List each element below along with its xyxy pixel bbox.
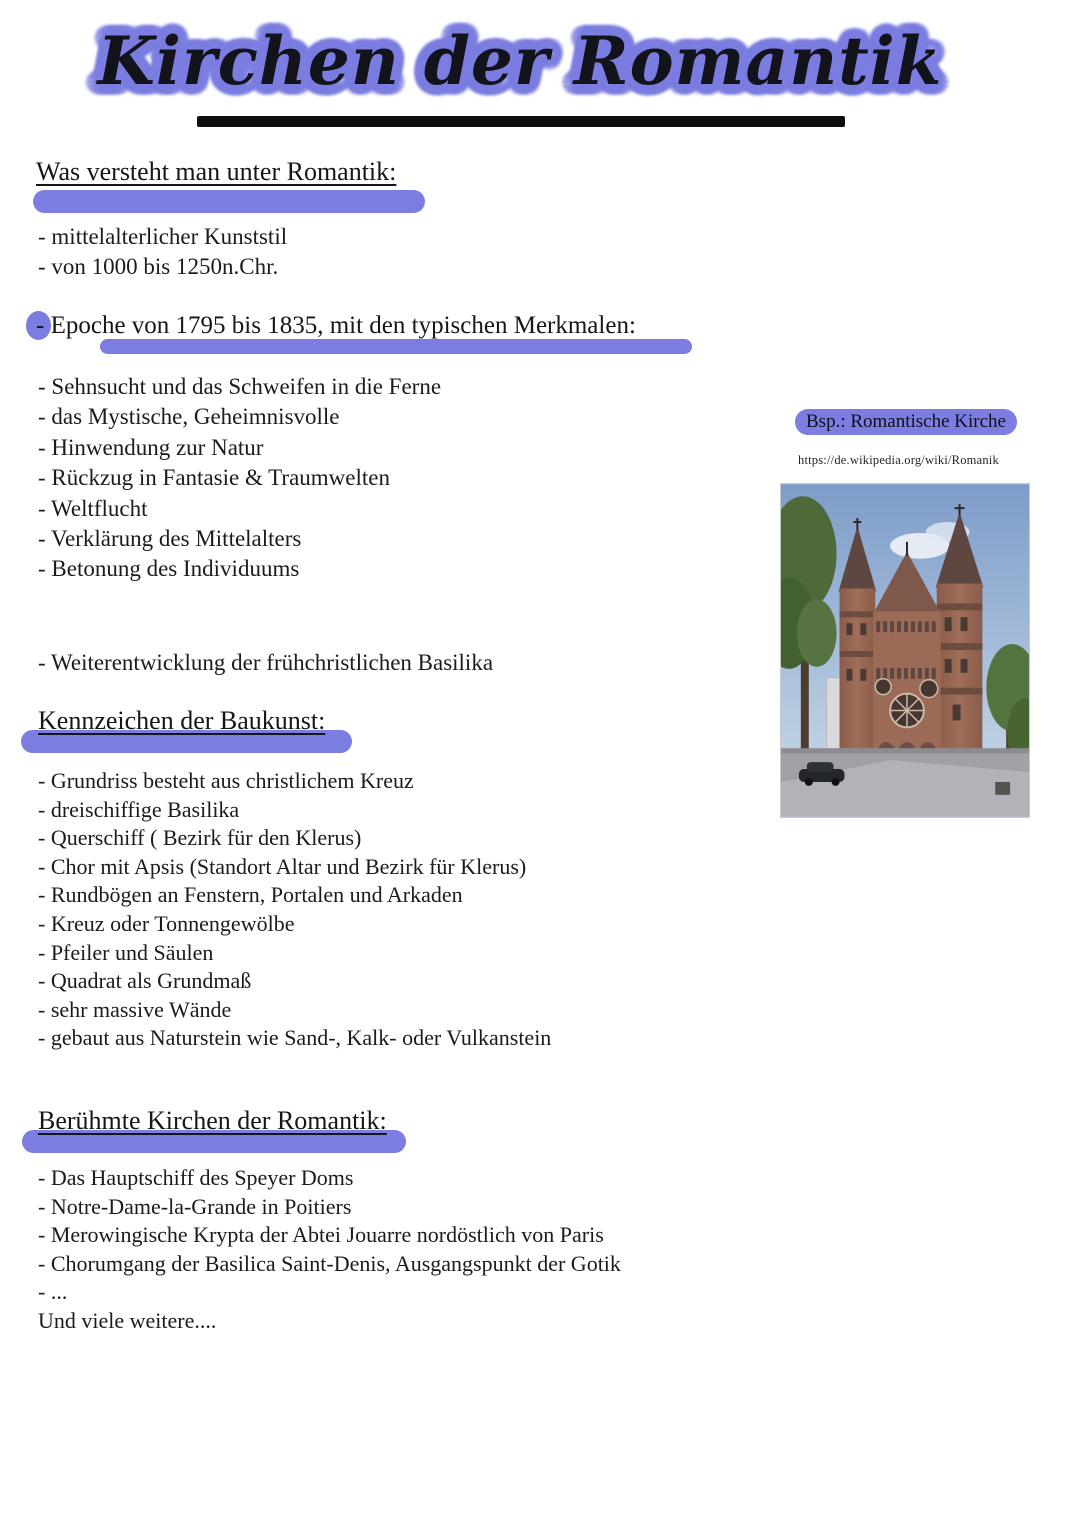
list-item: - dreischiffige Basilika bbox=[38, 796, 240, 822]
list-item: - Merowingische Krypta der Abtei Jouarre nordöstlich von Paris bbox=[38, 1222, 604, 1248]
list-item: - das Mystische, Geheimnisvolle bbox=[38, 404, 340, 430]
list-item: - sehr massive Wände bbox=[38, 996, 232, 1022]
list-item: - Chor mit Apsis (Standort Altar und Bezirk für Klerus) bbox=[38, 853, 527, 879]
list-item: - Pfeiler und Säulen bbox=[38, 939, 214, 965]
list-item: - Verklärung des Mittelalters bbox=[38, 526, 302, 552]
highlight-bar bbox=[33, 190, 425, 213]
list-item: - gebaut aus Naturstein wie Sand-, Kalk- oder Vulkanstein bbox=[38, 1025, 552, 1051]
church-photo bbox=[780, 483, 1030, 818]
stone-block bbox=[995, 782, 1010, 795]
beruehmte-list bbox=[38, 1164, 621, 1336]
baukunst-list bbox=[38, 767, 551, 1053]
romantik-list bbox=[38, 222, 287, 283]
title-block bbox=[97, 0, 943, 122]
list-item: - Weltflucht bbox=[38, 495, 148, 521]
title-underline-rule bbox=[197, 116, 845, 127]
heading-baukunst: Kennzeichen der Baukunst: bbox=[38, 706, 326, 735]
list-item: - Das Hauptschiff des Speyer Doms bbox=[38, 1165, 354, 1190]
list-item: - Quadrat als Grundmaß bbox=[38, 968, 252, 994]
source-url: https://de.wikipedia.org/wiki/Romanik bbox=[798, 453, 999, 467]
list-item: - Querschiff ( Bezirk für den Klerus) bbox=[38, 825, 362, 851]
basilika-note: - Weiterentwicklung der frühchristlichen Basilika bbox=[38, 650, 494, 675]
epoche-list bbox=[38, 372, 441, 585]
list-footer: Und viele weitere.... bbox=[38, 1307, 217, 1333]
list-item: - von 1000 bis 1250n.Chr. bbox=[38, 254, 279, 280]
list-item: - mittelalterlicher Kunststil bbox=[38, 224, 288, 249]
list-item: - Kreuz oder Tonnengewölbe bbox=[38, 910, 295, 936]
list-item: - Rückzug in Fantasie & Traumwelten bbox=[38, 465, 390, 491]
heading-beruehmte-kirchen: Berühmte Kirchen der Romantik: bbox=[38, 1106, 387, 1135]
heading-epoche: - Epoche von 1795 bis 1835, mit den typischen Merkmalen: bbox=[36, 312, 636, 339]
highlight-underline-bar bbox=[100, 339, 692, 354]
list-item: - Notre-Dame-la-Grande in Poitiers bbox=[38, 1193, 352, 1219]
list-item: - Rundbögen an Fenstern, Portalen und Arkaden bbox=[38, 882, 463, 908]
list-item: - ... bbox=[38, 1279, 68, 1305]
page-title: Kirchen der Romantik bbox=[97, 22, 943, 100]
list-item: - Sehnsucht und das Schweifen in die Ferne bbox=[38, 374, 442, 399]
example-label-badge bbox=[795, 409, 1017, 435]
heading-romantik: Was versteht man unter Romantik: bbox=[36, 157, 397, 186]
list-item: - Grundriss besteht aus christlichem Kreuz bbox=[38, 768, 414, 793]
pavement bbox=[781, 748, 1029, 816]
list-item: - Hinwendung zur Natur bbox=[38, 434, 264, 460]
example-label: Bsp.: Romantische Kirche bbox=[806, 411, 1006, 432]
list-item: - Betonung des Individuums bbox=[38, 556, 300, 582]
list-item: - Chorumgang der Basilica Saint-Denis, Ausgangspunkt der Gotik bbox=[38, 1250, 621, 1276]
